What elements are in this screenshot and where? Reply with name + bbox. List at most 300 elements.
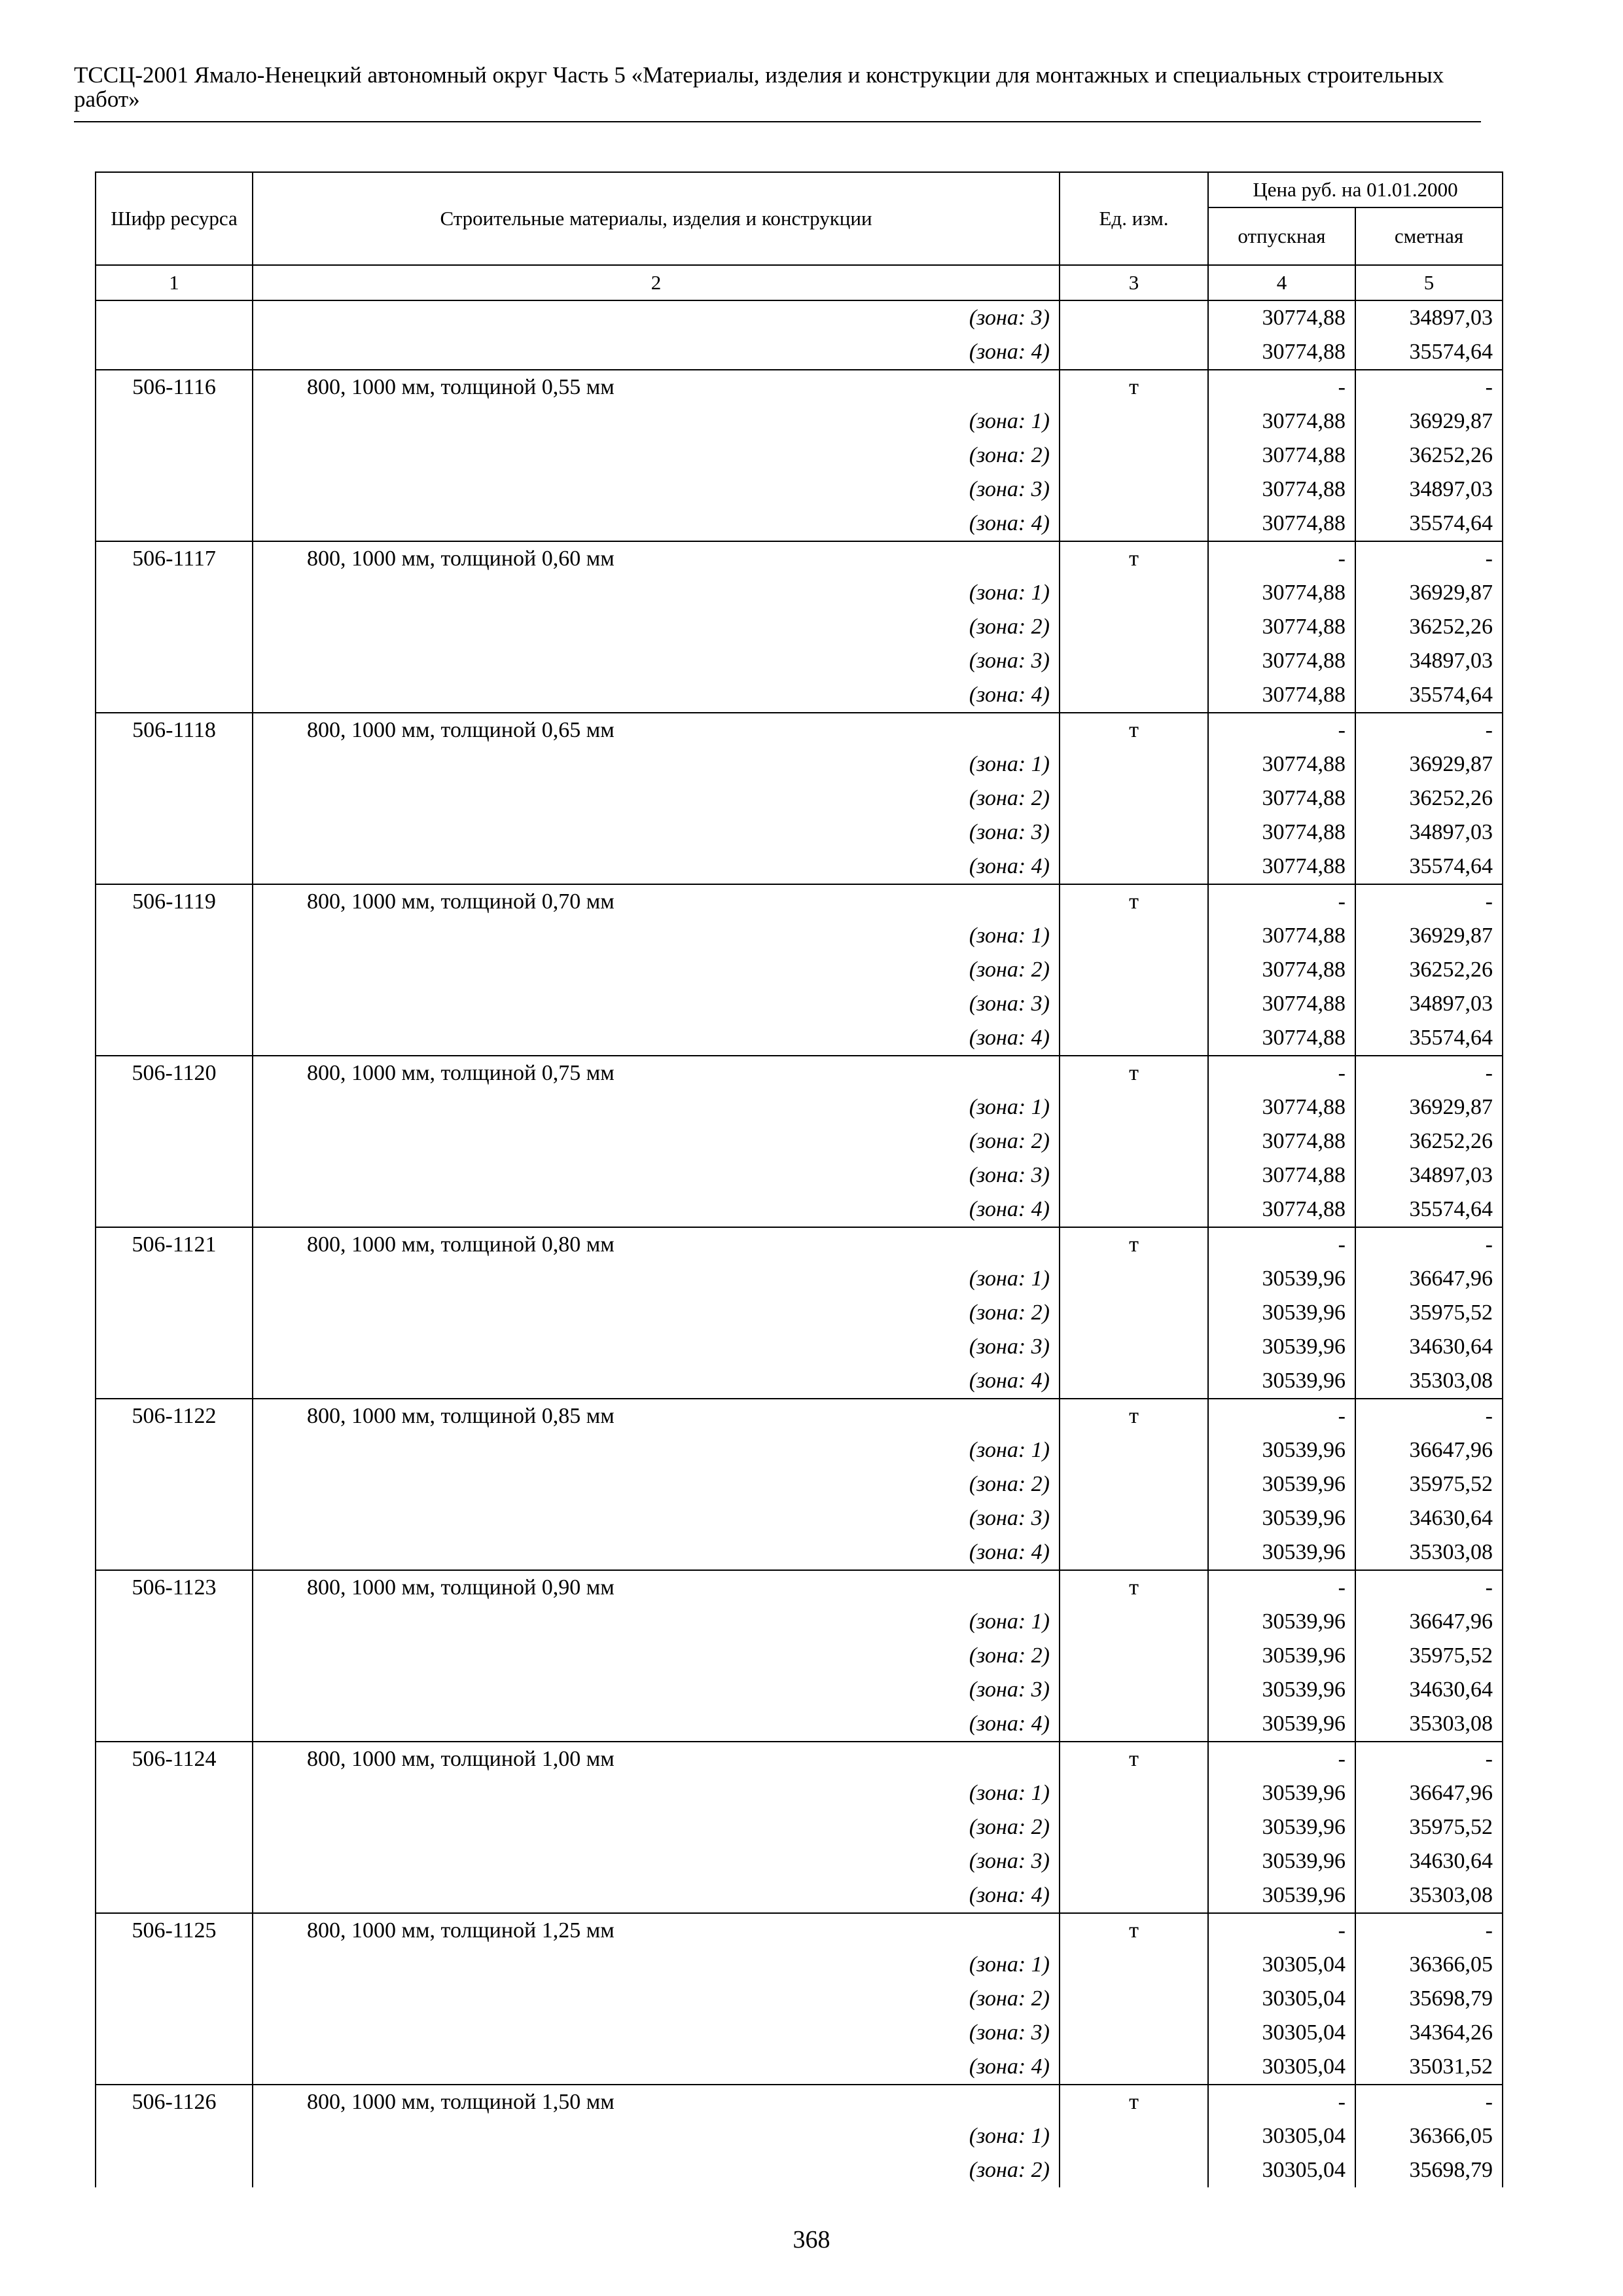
release-price: - xyxy=(1208,1227,1355,1262)
release-price: 30774,88 xyxy=(1208,1124,1355,1158)
code-cell xyxy=(96,335,253,370)
code-cell xyxy=(96,1296,253,1330)
release-price: 30539,96 xyxy=(1208,1605,1355,1639)
estimate-price: - xyxy=(1355,1227,1503,1262)
unit-cell xyxy=(1060,507,1208,541)
release-price: 30774,88 xyxy=(1208,1158,1355,1193)
unit-cell xyxy=(1060,781,1208,816)
unit-cell: т xyxy=(1060,1913,1208,1948)
unit-cell xyxy=(1060,300,1208,335)
code-cell xyxy=(96,473,253,507)
release-price: 30539,96 xyxy=(1208,1330,1355,1364)
col-number: 3 xyxy=(1060,265,1208,300)
col-price-header: Цена руб. на 01.01.2000 xyxy=(1208,172,1503,207)
zone-row xyxy=(96,1262,1503,1296)
zone-label: (зона: 2) xyxy=(253,1982,1060,2016)
zone-row xyxy=(96,1296,1503,1330)
zone-label: (зона: 2) xyxy=(253,781,1060,816)
unit-cell xyxy=(1060,2119,1208,2153)
code-cell xyxy=(96,576,253,610)
code-cell xyxy=(96,1262,253,1296)
unit-cell xyxy=(1060,953,1208,987)
estimate-price: 36929,87 xyxy=(1355,919,1503,953)
release-price: 30539,96 xyxy=(1208,1810,1355,1844)
unit-cell xyxy=(1060,1844,1208,1878)
unit-cell xyxy=(1060,1501,1208,1535)
zone-row xyxy=(96,1776,1503,1810)
unit-cell xyxy=(1060,439,1208,473)
table-row xyxy=(96,1227,1503,1262)
estimate-price: 34630,64 xyxy=(1355,1844,1503,1878)
release-price: 30774,88 xyxy=(1208,953,1355,987)
zone-row xyxy=(96,2050,1503,2085)
zone-label: (зона: 2) xyxy=(253,1467,1060,1501)
zone-label: (зона: 2) xyxy=(253,2153,1060,2187)
resource-name: 800, 1000 мм, толщиной 1,50 мм xyxy=(253,2085,1060,2119)
code-cell xyxy=(96,1193,253,1227)
code-cell xyxy=(96,2153,253,2187)
estimate-price: 35303,08 xyxy=(1355,1878,1503,1913)
estimate-price: 35975,52 xyxy=(1355,1296,1503,1330)
zone-row xyxy=(96,987,1503,1021)
unit-cell xyxy=(1060,1878,1208,1913)
unit-cell: т xyxy=(1060,541,1208,576)
code-cell xyxy=(96,919,253,953)
resource-name: 800, 1000 мм, толщиной 1,00 мм xyxy=(253,1742,1060,1776)
code-cell xyxy=(96,1467,253,1501)
table-body xyxy=(96,300,1503,2187)
code-cell xyxy=(96,1878,253,1913)
zone-row xyxy=(96,1673,1503,1707)
code-cell xyxy=(96,953,253,987)
estimate-price: 35698,79 xyxy=(1355,1982,1503,2016)
estimate-price: 34897,03 xyxy=(1355,644,1503,678)
zone-label: (зона: 2) xyxy=(253,610,1060,644)
code-cell xyxy=(96,1364,253,1399)
unit-cell xyxy=(1060,1193,1208,1227)
release-price: 30774,88 xyxy=(1208,781,1355,816)
table-row xyxy=(96,1570,1503,1605)
unit-cell: т xyxy=(1060,884,1208,919)
unit-cell xyxy=(1060,1707,1208,1742)
estimate-price: 34897,03 xyxy=(1355,816,1503,850)
resource-code: 506-1117 xyxy=(96,541,253,576)
estimate-price: - xyxy=(1355,1399,1503,1433)
release-price: 30774,88 xyxy=(1208,404,1355,439)
code-cell xyxy=(96,816,253,850)
release-price: 30305,04 xyxy=(1208,2016,1355,2050)
resource-code: 506-1122 xyxy=(96,1399,253,1433)
unit-cell xyxy=(1060,1535,1208,1570)
zone-label: (зона: 2) xyxy=(253,1124,1060,1158)
unit-cell xyxy=(1060,2050,1208,2085)
unit-cell: т xyxy=(1060,1227,1208,1262)
zone-row xyxy=(96,1948,1503,1982)
zone-row xyxy=(96,1021,1503,1056)
estimate-price: 34897,03 xyxy=(1355,473,1503,507)
estimate-price: 36252,26 xyxy=(1355,781,1503,816)
zone-label: (зона: 4) xyxy=(253,335,1060,370)
zone-label: (зона: 2) xyxy=(253,1810,1060,1844)
zone-label: (зона: 1) xyxy=(253,1433,1060,1467)
release-price: 30774,88 xyxy=(1208,576,1355,610)
zone-row xyxy=(96,1844,1503,1878)
zone-row xyxy=(96,507,1503,541)
code-cell xyxy=(96,300,253,335)
code-cell xyxy=(96,439,253,473)
resource-name: 800, 1000 мм, толщиной 0,70 мм xyxy=(253,884,1060,919)
estimate-price: 35303,08 xyxy=(1355,1364,1503,1399)
zone-label: (зона: 2) xyxy=(253,953,1060,987)
zone-label: (зона: 2) xyxy=(253,439,1060,473)
release-price: 30774,88 xyxy=(1208,678,1355,713)
estimate-price: - xyxy=(1355,1742,1503,1776)
release-price: 30305,04 xyxy=(1208,2119,1355,2153)
estimate-price: 35574,64 xyxy=(1355,335,1503,370)
zone-row xyxy=(96,1501,1503,1535)
release-price: 30774,88 xyxy=(1208,747,1355,781)
resource-name: 800, 1000 мм, толщиной 0,55 мм xyxy=(253,370,1060,404)
estimate-price: 36929,87 xyxy=(1355,1090,1503,1124)
zone-label: (зона: 1) xyxy=(253,1090,1060,1124)
code-cell xyxy=(96,610,253,644)
resource-code: 506-1124 xyxy=(96,1742,253,1776)
code-cell xyxy=(96,1639,253,1673)
zone-row xyxy=(96,610,1503,644)
unit-cell xyxy=(1060,644,1208,678)
release-price: - xyxy=(1208,370,1355,404)
estimate-price: 36252,26 xyxy=(1355,953,1503,987)
estimate-price: 35574,64 xyxy=(1355,507,1503,541)
unit-cell xyxy=(1060,1090,1208,1124)
zone-label: (зона: 4) xyxy=(253,507,1060,541)
estimate-price: 35574,64 xyxy=(1355,850,1503,884)
unit-cell xyxy=(1060,1364,1208,1399)
code-cell xyxy=(96,1090,253,1124)
release-price: 30539,96 xyxy=(1208,1262,1355,1296)
code-cell xyxy=(96,781,253,816)
unit-cell xyxy=(1060,335,1208,370)
estimate-price: 35975,52 xyxy=(1355,1810,1503,1844)
zone-label: (зона: 4) xyxy=(253,1364,1060,1399)
estimate-price: 34364,26 xyxy=(1355,2016,1503,2050)
release-price: 30539,96 xyxy=(1208,1433,1355,1467)
zone-label: (зона: 3) xyxy=(253,1673,1060,1707)
estimate-price: - xyxy=(1355,1570,1503,1605)
unit-cell xyxy=(1060,1673,1208,1707)
zone-label: (зона: 3) xyxy=(253,644,1060,678)
release-price: - xyxy=(1208,1570,1355,1605)
release-price: 30774,88 xyxy=(1208,644,1355,678)
table-row xyxy=(96,370,1503,404)
estimate-price: 35975,52 xyxy=(1355,1639,1503,1673)
release-price: - xyxy=(1208,1913,1355,1948)
unit-cell xyxy=(1060,850,1208,884)
unit-cell xyxy=(1060,473,1208,507)
release-price: - xyxy=(1208,2085,1355,2119)
zone-row xyxy=(96,404,1503,439)
release-price: 30539,96 xyxy=(1208,1673,1355,1707)
unit-cell xyxy=(1060,919,1208,953)
resource-name: 800, 1000 мм, толщиной 0,60 мм xyxy=(253,541,1060,576)
estimate-price: - xyxy=(1355,1913,1503,1948)
estimate-price: - xyxy=(1355,370,1503,404)
estimate-price: 36252,26 xyxy=(1355,1124,1503,1158)
estimate-price: 35975,52 xyxy=(1355,1467,1503,1501)
unit-cell xyxy=(1060,1948,1208,1982)
unit-cell xyxy=(1060,747,1208,781)
page-header-title: ТССЦ-2001 Ямало-Ненецкий автономный округ Часть 5 «Материалы, изделия и конструкции для монтажных и специальных строительных работ» xyxy=(74,62,1444,112)
table-row xyxy=(96,1056,1503,1090)
estimate-price: 34897,03 xyxy=(1355,987,1503,1021)
release-price: 30774,88 xyxy=(1208,335,1355,370)
zone-label: (зона: 1) xyxy=(253,1776,1060,1810)
zone-row xyxy=(96,1090,1503,1124)
unit-cell: т xyxy=(1060,1399,1208,1433)
col-number: 1 xyxy=(96,265,253,300)
code-cell xyxy=(96,850,253,884)
estimate-price: 36366,05 xyxy=(1355,1948,1503,1982)
unit-cell xyxy=(1060,1467,1208,1501)
estimate-price: 34630,64 xyxy=(1355,1673,1503,1707)
estimate-price: 35698,79 xyxy=(1355,2153,1503,2187)
zone-row xyxy=(96,1364,1503,1399)
zone-label: (зона: 3) xyxy=(253,2016,1060,2050)
release-price: 30774,88 xyxy=(1208,473,1355,507)
table-row xyxy=(96,884,1503,919)
resource-name: 800, 1000 мм, толщиной 1,25 мм xyxy=(253,1913,1060,1948)
zone-row xyxy=(96,2119,1503,2153)
zone-row xyxy=(96,747,1503,781)
code-cell xyxy=(96,1330,253,1364)
zone-row xyxy=(96,1467,1503,1501)
resource-name: 800, 1000 мм, толщиной 0,75 мм xyxy=(253,1056,1060,1090)
release-price: 30774,88 xyxy=(1208,439,1355,473)
code-cell xyxy=(96,1707,253,1742)
zone-label: (зона: 4) xyxy=(253,1707,1060,1742)
estimate-price: 36252,26 xyxy=(1355,610,1503,644)
code-cell xyxy=(96,1776,253,1810)
estimate-price: 36252,26 xyxy=(1355,439,1503,473)
release-price: 30305,04 xyxy=(1208,1982,1355,2016)
zone-row xyxy=(96,300,1503,335)
zone-label: (зона: 3) xyxy=(253,473,1060,507)
zone-label: (зона: 1) xyxy=(253,747,1060,781)
release-price: 30305,04 xyxy=(1208,1948,1355,1982)
code-cell xyxy=(96,1124,253,1158)
estimate-price: - xyxy=(1355,541,1503,576)
resource-code: 506-1119 xyxy=(96,884,253,919)
release-price: - xyxy=(1208,713,1355,747)
zone-label: (зона: 1) xyxy=(253,1262,1060,1296)
code-cell xyxy=(96,1501,253,1535)
table-row xyxy=(96,1913,1503,1948)
table-row xyxy=(96,541,1503,576)
release-price: 30774,88 xyxy=(1208,1090,1355,1124)
unit-cell xyxy=(1060,610,1208,644)
estimate-price: 35303,08 xyxy=(1355,1707,1503,1742)
zone-label: (зона: 4) xyxy=(253,678,1060,713)
unit-cell xyxy=(1060,1158,1208,1193)
zone-label: (зона: 1) xyxy=(253,1605,1060,1639)
zone-row xyxy=(96,1535,1503,1570)
unit-cell: т xyxy=(1060,2085,1208,2119)
code-cell xyxy=(96,1021,253,1056)
estimate-price: - xyxy=(1355,884,1503,919)
code-cell xyxy=(96,678,253,713)
zone-row xyxy=(96,1330,1503,1364)
estimate-price: - xyxy=(1355,1056,1503,1090)
unit-cell xyxy=(1060,1433,1208,1467)
resource-code: 506-1120 xyxy=(96,1056,253,1090)
zone-label: (зона: 1) xyxy=(253,576,1060,610)
unit-cell: т xyxy=(1060,1570,1208,1605)
zone-label: (зона: 1) xyxy=(253,404,1060,439)
estimate-price: 36647,96 xyxy=(1355,1605,1503,1639)
release-price: 30539,96 xyxy=(1208,1296,1355,1330)
zone-label: (зона: 1) xyxy=(253,1948,1060,1982)
estimate-price: 35574,64 xyxy=(1355,678,1503,713)
unit-cell xyxy=(1060,404,1208,439)
estimate-price: 35031,52 xyxy=(1355,2050,1503,2085)
resource-code: 506-1125 xyxy=(96,1913,253,1948)
unit-cell xyxy=(1060,1296,1208,1330)
col-name-header: Строительные материалы, изделия и конструкции xyxy=(253,172,1060,265)
zone-row xyxy=(96,335,1503,370)
release-price: 30539,96 xyxy=(1208,1364,1355,1399)
col-number: 4 xyxy=(1208,265,1355,300)
estimate-price: 36647,96 xyxy=(1355,1433,1503,1467)
zone-label: (зона: 1) xyxy=(253,2119,1060,2153)
unit-cell xyxy=(1060,2016,1208,2050)
release-price: - xyxy=(1208,1056,1355,1090)
resource-name: 800, 1000 мм, толщиной 0,65 мм xyxy=(253,713,1060,747)
unit-cell xyxy=(1060,678,1208,713)
col-number: 2 xyxy=(253,265,1060,300)
table-row xyxy=(96,713,1503,747)
zone-row xyxy=(96,473,1503,507)
unit-cell xyxy=(1060,576,1208,610)
zone-label: (зона: 4) xyxy=(253,850,1060,884)
release-price: 30774,88 xyxy=(1208,610,1355,644)
zone-row xyxy=(96,850,1503,884)
zone-label: (зона: 4) xyxy=(253,1193,1060,1227)
release-price: 30305,04 xyxy=(1208,2153,1355,2187)
estimate-price: 36647,96 xyxy=(1355,1262,1503,1296)
release-price: 30539,96 xyxy=(1208,1776,1355,1810)
release-price: 30539,96 xyxy=(1208,1467,1355,1501)
release-price: 30539,96 xyxy=(1208,1844,1355,1878)
zone-row xyxy=(96,2016,1503,2050)
estimate-price: 35303,08 xyxy=(1355,1535,1503,1570)
zone-row xyxy=(96,439,1503,473)
zone-label: (зона: 3) xyxy=(253,300,1060,335)
estimate-price: 36647,96 xyxy=(1355,1776,1503,1810)
code-cell xyxy=(96,987,253,1021)
zone-row xyxy=(96,1605,1503,1639)
estimate-price: 36929,87 xyxy=(1355,747,1503,781)
unit-cell xyxy=(1060,1982,1208,2016)
zone-row xyxy=(96,1810,1503,1844)
release-price: 30774,88 xyxy=(1208,987,1355,1021)
resource-name: 800, 1000 мм, толщиной 0,90 мм xyxy=(253,1570,1060,1605)
code-cell xyxy=(96,507,253,541)
zone-label: (зона: 1) xyxy=(253,919,1060,953)
zone-row xyxy=(96,644,1503,678)
page-number: 368 xyxy=(793,2226,830,2253)
estimate-price: 35574,64 xyxy=(1355,1021,1503,1056)
code-cell xyxy=(96,1535,253,1570)
release-price: 30774,88 xyxy=(1208,919,1355,953)
release-price: - xyxy=(1208,1399,1355,1433)
zone-row xyxy=(96,1982,1503,2016)
table-row xyxy=(96,1742,1503,1776)
code-cell xyxy=(96,1948,253,1982)
resource-code: 506-1118 xyxy=(96,713,253,747)
unit-cell xyxy=(1060,1330,1208,1364)
release-price: - xyxy=(1208,884,1355,919)
resource-name: 800, 1000 мм, толщиной 0,80 мм xyxy=(253,1227,1060,1262)
release-price: 30539,96 xyxy=(1208,1501,1355,1535)
zone-row xyxy=(96,1433,1503,1467)
zone-row xyxy=(96,2153,1503,2187)
unit-cell xyxy=(1060,1021,1208,1056)
zone-row xyxy=(96,576,1503,610)
col-number: 5 xyxy=(1355,265,1503,300)
estimate-price: 34630,64 xyxy=(1355,1330,1503,1364)
release-price: 30774,88 xyxy=(1208,850,1355,884)
unit-cell xyxy=(1060,2153,1208,2187)
release-price: 30774,88 xyxy=(1208,1193,1355,1227)
unit-cell xyxy=(1060,987,1208,1021)
code-cell xyxy=(96,404,253,439)
release-price: 30774,88 xyxy=(1208,1021,1355,1056)
unit-cell xyxy=(1060,1262,1208,1296)
release-price: 30539,96 xyxy=(1208,1639,1355,1673)
release-price: 30774,88 xyxy=(1208,507,1355,541)
estimate-price: 36366,05 xyxy=(1355,2119,1503,2153)
resource-code: 506-1121 xyxy=(96,1227,253,1262)
zone-label: (зона: 3) xyxy=(253,1158,1060,1193)
col-estimate-header: сметная xyxy=(1355,207,1503,265)
code-cell xyxy=(96,2016,253,2050)
unit-cell: т xyxy=(1060,713,1208,747)
unit-cell: т xyxy=(1060,370,1208,404)
estimate-price: 34897,03 xyxy=(1355,1158,1503,1193)
code-cell xyxy=(96,1810,253,1844)
zone-row xyxy=(96,1878,1503,1913)
code-cell xyxy=(96,2050,253,2085)
header-rule xyxy=(74,121,1481,122)
unit-cell: т xyxy=(1060,1742,1208,1776)
price-table xyxy=(95,171,1503,2187)
table-row xyxy=(96,2085,1503,2119)
col-code-header: Шифр ресурса xyxy=(96,172,253,265)
release-price: 30305,04 xyxy=(1208,2050,1355,2085)
unit-cell xyxy=(1060,1810,1208,1844)
unit-cell xyxy=(1060,816,1208,850)
zone-row xyxy=(96,816,1503,850)
release-price: 30539,96 xyxy=(1208,1707,1355,1742)
code-cell xyxy=(96,1605,253,1639)
resource-code: 506-1116 xyxy=(96,370,253,404)
zone-row xyxy=(96,1158,1503,1193)
table-row xyxy=(96,1399,1503,1433)
estimate-price: 35574,64 xyxy=(1355,1193,1503,1227)
release-price: 30774,88 xyxy=(1208,816,1355,850)
release-price: 30539,96 xyxy=(1208,1535,1355,1570)
estimate-price: 34897,03 xyxy=(1355,300,1503,335)
